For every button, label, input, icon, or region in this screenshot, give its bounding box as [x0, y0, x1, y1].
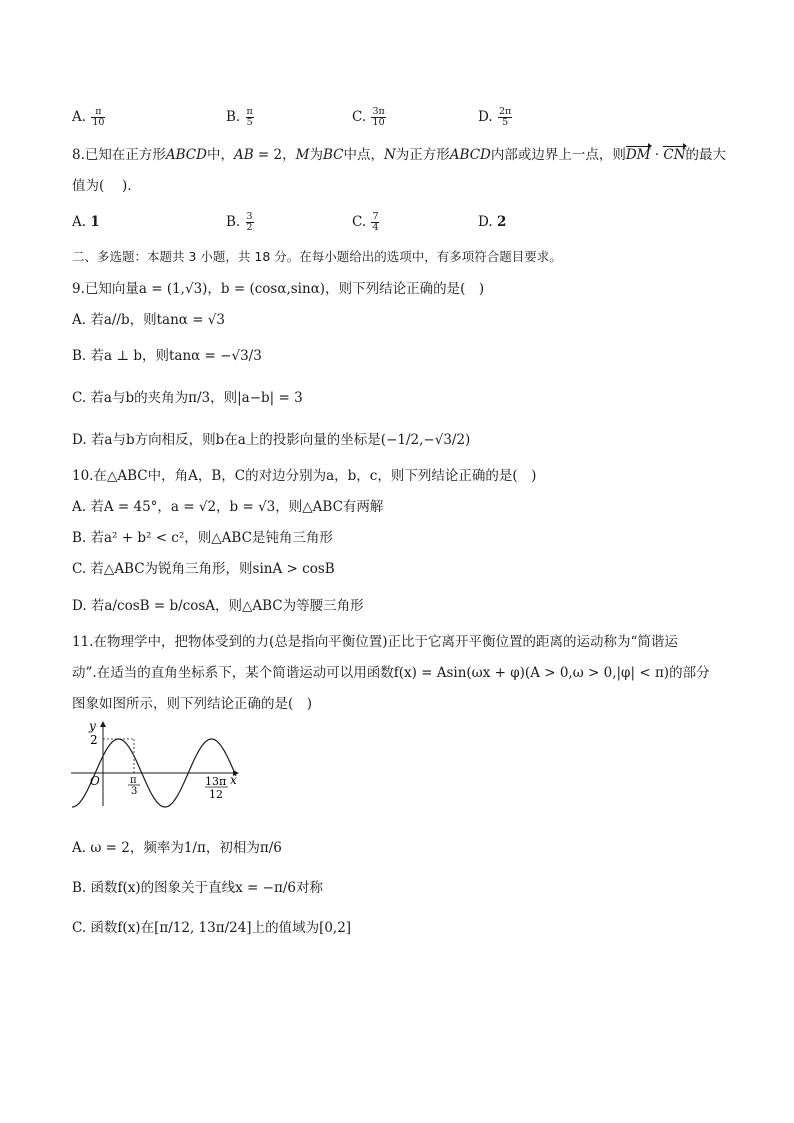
q8-option-b: B. $\frac{3}{2}$ — [226, 211, 253, 233]
q8-stem-line2: 值为( )． — [72, 178, 141, 194]
q8-option-a: A. 1 — [72, 214, 100, 230]
q9-option-c: C. 若a与b的夹角为π/3，则|a−b| = 3 — [72, 390, 303, 406]
section-header-multi-choice: 二、多选题：本题共 3 小题，共 18 分。在每小题给出的选项中，有多项符合题目要求。 — [72, 249, 562, 264]
q9-stem: 9.已知向量a = (1,√3)，b = (cosα,sinα)，则下列结论正确的是( ) — [72, 281, 485, 297]
y-axis-label: y — [89, 719, 96, 733]
q8-stem-line1: 8.已知在正方形ABCD中，AB = 2，M为BC中点，N为正方形ABCD内部或边界上一点，则DM · CN的最大 — [72, 147, 727, 163]
q7-option-c: C. $\frac{3\pi}{10}$ — [352, 106, 385, 128]
tick-13pi-over-12-num: 13π — [205, 775, 227, 788]
sine-graph — [66, 716, 246, 808]
q9-option-b: B. 若a ⊥ b，则tanα = −√3/3 — [72, 348, 262, 364]
q10-option-b: B. 若a² + b² < c²，则△ABC是钝角三角形 — [72, 530, 333, 546]
q11-option-a: A. ω = 2，频率为1/π，初相为π/6 — [72, 840, 282, 856]
q11-option-c: C. 函数f(x)在[π/12, 13π/24]上的值域为[0,2] — [72, 920, 352, 936]
tick-13pi-over-12-den: 12 — [209, 788, 223, 801]
q8-option-d: D. 2 — [478, 214, 507, 230]
tick-pi-over-3-den: 3 — [131, 786, 138, 797]
q10-stem: 10.在△ABC中，角A，B，C的对边分别为a，b，c，则下列结论正确的是( ) — [72, 468, 537, 484]
peak-value-label: 2 — [90, 733, 98, 747]
q11-stem-line2: 动”.在适当的直角坐标系下，某个简谐运动可以用函数f(x) = Asin(ωx + φ)(A > 0,ω > 0,|φ| < π)的部分 — [72, 665, 710, 681]
q10-option-c: C. 若△ABC为锐角三角形，则sinA > cosB — [72, 561, 335, 577]
q10-option-a: A. 若A = 45°，a = √2，b = √3，则△ABC有两解 — [72, 499, 384, 515]
q8-option-c: C. $\frac{7}{4}$ — [352, 211, 379, 233]
q7-option-b: B. $\frac{\pi}{5}$ — [226, 106, 253, 128]
q9-option-a: A. 若a//b，则tanα = √3 — [72, 312, 225, 328]
q7-option-d: D. $\frac{2\pi}{5}$ — [478, 106, 512, 128]
x-axis-label: x — [230, 773, 237, 787]
q11-option-b: B. 函数f(x)的图象关于直线x = −π/6对称 — [72, 880, 323, 896]
tick-pi-over-3-num: π — [130, 775, 137, 786]
origin-label: O — [90, 774, 100, 788]
q11-stem-line1: 11.在物理学中，把物体受到的力(总是指向平衡位置)正比于它离开平衡位置的距离的运动称为“简谐运 — [72, 634, 678, 650]
q11-stem-line3: 图象如图所示，则下列结论正确的是( ) — [72, 696, 313, 712]
q9-option-d: D. 若a与b方向相反，则b在a上的投影向量的坐标是(−1/2,−√3/2) — [72, 432, 471, 448]
q10-option-d: D. 若a/cosB = b/cosA，则△ABC为等腰三角形 — [72, 598, 364, 614]
q7-option-a: A. $\frac{\pi}{10}$ — [72, 106, 105, 128]
